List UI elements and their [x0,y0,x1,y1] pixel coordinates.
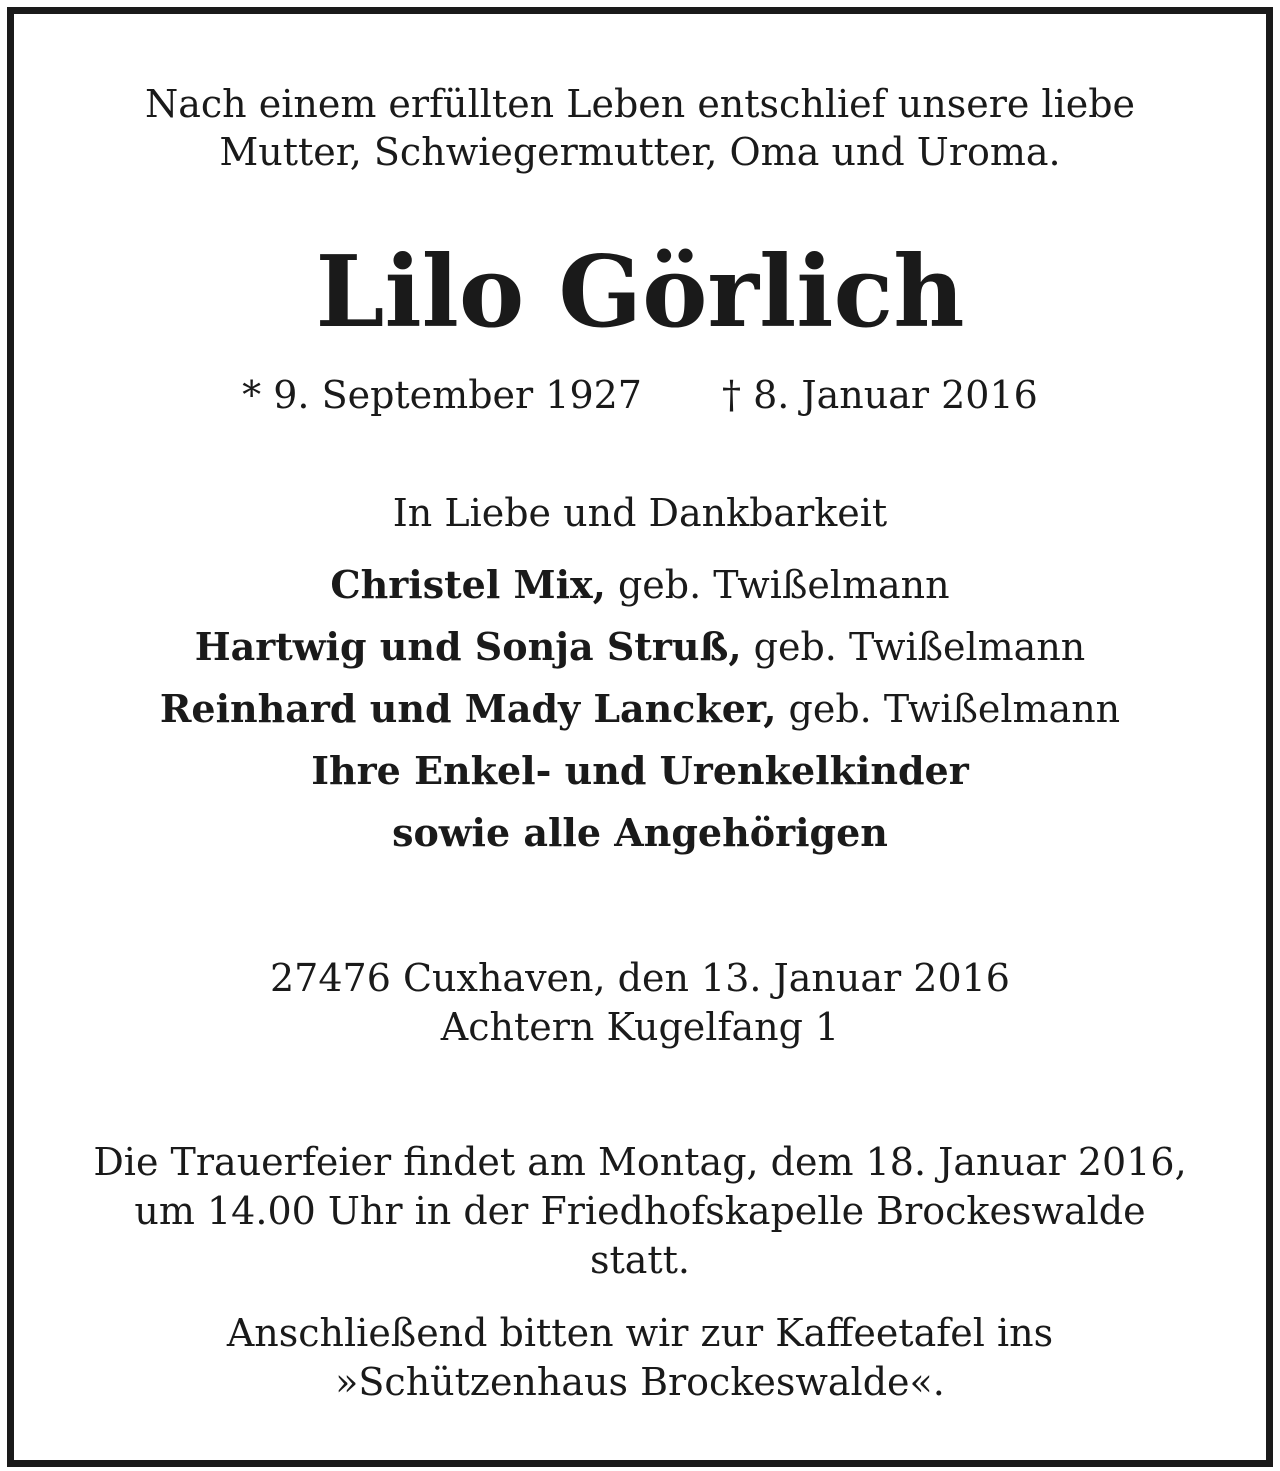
mourner-line [14,616,1266,678]
service-line-1: Die Trauerfeier findet am Montag, dem 18. Januar 2016, [93,1140,1187,1184]
deceased-name: Lilo Görlich [315,235,965,350]
mourner-line [14,678,1266,740]
cafe-line-1: Anschließend bitten wir zur Kaffeetafel ins [226,1311,1054,1355]
service-line-3: statt. [589,1238,691,1282]
death-date: † 8. Januar 2016 [721,373,1038,417]
intro-text [14,80,1266,176]
cafe-line-2: »Schützenhaus Brockeswalde«. [335,1360,945,1404]
mourner-name: sowie alle Angehörigen [392,810,888,855]
place-and-address [14,954,1266,1052]
mourners-list [14,554,1266,864]
mourner-line [14,740,1266,802]
mourner-name: Reinhard und Mady Lancker, [159,686,777,731]
intro-line-1: Nach einem erfüllten Leben entschlief unsere liebe [144,82,1136,126]
mourner-note: geb. Twißelmann [776,687,1121,731]
mourner-note: geb. Twißelmann [741,625,1086,669]
mourner-name: Christel Mix, [330,562,606,607]
mourner-name: Hartwig und Sonja Struß, [194,624,742,669]
intro-line-2: Mutter, Schwiegermutter, Oma und Uroma. [219,130,1061,174]
funeral-service-text [14,1138,1266,1285]
service-line-2: um 14.00 Uhr in der Friedhofskapelle Brockeswalde [134,1189,1146,1233]
mourner-note: geb. Twißelmann [605,563,950,607]
mourner-name: Ihre Enkel- und Urenkelkinder [311,748,969,793]
obituary-notice-frame [7,7,1273,1467]
mourner-line [14,554,1266,616]
thanks-line: In Liebe und Dankbarkeit [392,491,888,535]
address-line: Achtern Kugelfang 1 [440,1005,840,1049]
place-date-line: 27476 Cuxhaven, den 13. Januar 2016 [270,956,1010,1000]
birth-date: * 9. September 1927 [242,373,642,417]
coffee-reception-text [14,1309,1266,1407]
life-dates [14,370,1266,420]
mourner-line [14,802,1266,864]
